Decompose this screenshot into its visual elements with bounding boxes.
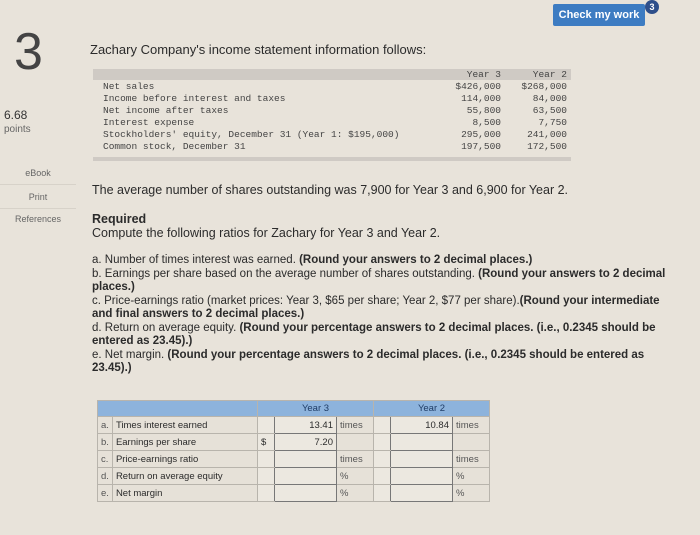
- answer-row: [98, 468, 490, 485]
- row-label: Net sales: [103, 81, 155, 92]
- input-year3[interactable]: [275, 485, 337, 502]
- answer-row: [98, 434, 490, 451]
- part-text: e. Net margin.: [92, 348, 168, 361]
- required-title: Required: [92, 212, 147, 226]
- input-year2[interactable]: 10.84: [391, 417, 453, 434]
- unit-year2: %: [453, 468, 490, 485]
- answer-table: [97, 400, 490, 502]
- attempts-badge: 3: [645, 0, 659, 14]
- row-letter: c.: [98, 451, 113, 468]
- data-row: [93, 129, 571, 141]
- input-year2[interactable]: [391, 468, 453, 485]
- input-year3[interactable]: 13.41: [275, 417, 337, 434]
- shares-note: The average number of shares outstanding was 7,900 for Year 3 and 6,900 for Year 2.: [92, 183, 569, 197]
- ebook-link[interactable]: eBook: [0, 162, 76, 185]
- row-label: Price-earnings ratio: [112, 451, 257, 468]
- unit-year3: times: [337, 451, 374, 468]
- input-year3[interactable]: [275, 451, 337, 468]
- data-row: [93, 105, 571, 117]
- unit-year3: [337, 434, 374, 451]
- input-year2[interactable]: [391, 451, 453, 468]
- answer-row: [98, 485, 490, 502]
- currency-year3: $: [258, 434, 275, 451]
- row-letter: b.: [98, 434, 113, 451]
- col-header-year2: Year 2: [532, 69, 567, 80]
- row-label: Net margin: [112, 485, 257, 502]
- answer-row: [98, 451, 490, 468]
- year3-value: $426,000: [455, 81, 501, 92]
- part-instruction: (Round your percentage answers to 2 decimal places. (i.e., 0.2345 should be entered as 23.45).): [92, 348, 645, 374]
- check-my-work-button[interactable]: Check my work: [553, 4, 645, 26]
- part-text: c. Price-earnings ratio (market prices: Year 3, $65 per share; Year 2, $77 per share).: [92, 294, 520, 307]
- currency-year2: [374, 434, 391, 451]
- unit-year2: %: [453, 485, 490, 502]
- row-label: Times interest earned: [112, 417, 257, 434]
- part-item: [92, 322, 667, 349]
- row-letter: e.: [98, 485, 113, 502]
- parts-list: [92, 254, 667, 376]
- part-item: [92, 254, 667, 268]
- unit-year2: [453, 434, 490, 451]
- points-value: 6.68: [4, 108, 28, 122]
- input-year2[interactable]: [391, 434, 453, 451]
- part-item: [92, 268, 667, 295]
- points-label: points: [4, 124, 31, 135]
- input-year2[interactable]: [391, 485, 453, 502]
- part-item: [92, 295, 667, 322]
- data-row: [93, 141, 571, 153]
- part-text: a. Number of times interest was earned.: [92, 254, 300, 266]
- year3-value: 8,500: [472, 117, 501, 128]
- data-row: [93, 117, 571, 129]
- input-year3[interactable]: 7.20: [275, 434, 337, 451]
- answer-row: [98, 417, 490, 434]
- currency-year3: [258, 485, 275, 502]
- unit-year3: %: [337, 485, 374, 502]
- part-item: [92, 349, 667, 376]
- row-letter: a.: [98, 417, 113, 434]
- references-link[interactable]: References: [14, 214, 62, 224]
- currency-year2: [374, 485, 391, 502]
- year2-value: 7,750: [538, 117, 567, 128]
- required-text: Compute the following ratios for Zachary for Year 3 and Year 2.: [92, 226, 441, 240]
- unit-year3: times: [337, 417, 374, 434]
- input-year3[interactable]: [275, 468, 337, 485]
- question-intro: Zachary Company's income statement information follows:: [90, 42, 427, 57]
- data-row: [93, 93, 571, 105]
- row-label: Net income after taxes: [103, 105, 229, 116]
- question-number: 3: [14, 23, 43, 81]
- row-label: Earnings per share: [112, 434, 257, 451]
- required-section: [92, 212, 440, 240]
- unit-year2: times: [453, 451, 490, 468]
- currency-year3: [258, 451, 275, 468]
- row-letter: d.: [98, 468, 113, 485]
- part-instruction: (Round your percentage answers to 2 decimal places. (i.e., 0.2345 should be entered as 23.45).): [92, 321, 656, 347]
- year2-value: 241,000: [527, 129, 567, 140]
- part-text: d. Return on average equity.: [92, 321, 240, 334]
- part-instruction: (Round your intermediate and final answers to 2 decimal places.): [92, 294, 660, 320]
- unit-year3: %: [337, 468, 374, 485]
- print-link[interactable]: Print: [0, 186, 76, 209]
- year2-value: 84,000: [532, 93, 567, 104]
- year3-value: 55,800: [466, 105, 501, 116]
- currency-year3: [258, 468, 275, 485]
- row-label: Common stock, December 31: [103, 141, 246, 152]
- row-label: Income before interest and taxes: [103, 93, 286, 104]
- currency-year2: [374, 468, 391, 485]
- col-header-year3: Year 3: [466, 69, 501, 80]
- currency-year3: [258, 417, 275, 434]
- currency-year2: [374, 451, 391, 468]
- unit-year2: times: [453, 417, 490, 434]
- data-row: [93, 81, 571, 93]
- year3-value: 114,000: [461, 93, 501, 104]
- row-label: Stockholders' equity, December 31 (Year 1: $195,000): [103, 129, 400, 140]
- year2-value: 172,500: [527, 141, 567, 152]
- year3-value: 295,000: [461, 129, 501, 140]
- year3-value: 197,500: [461, 141, 501, 152]
- part-instruction: (Round your answers to 2 decimal places.): [299, 254, 533, 266]
- part-text: b. Earnings per share based on the average number of shares outstanding.: [92, 267, 479, 280]
- answer-header-year3: Year 3: [258, 401, 374, 417]
- part-instruction: (Round your answers to 2 decimal places.): [92, 267, 666, 293]
- row-label: Return on average equity: [112, 468, 257, 485]
- year2-value: $268,000: [521, 81, 567, 92]
- answer-header-year2: Year 2: [374, 401, 490, 417]
- year2-value: 63,500: [532, 105, 567, 116]
- income-statement-table: [93, 69, 571, 153]
- row-label: Interest expense: [103, 117, 195, 128]
- currency-year2: [374, 417, 391, 434]
